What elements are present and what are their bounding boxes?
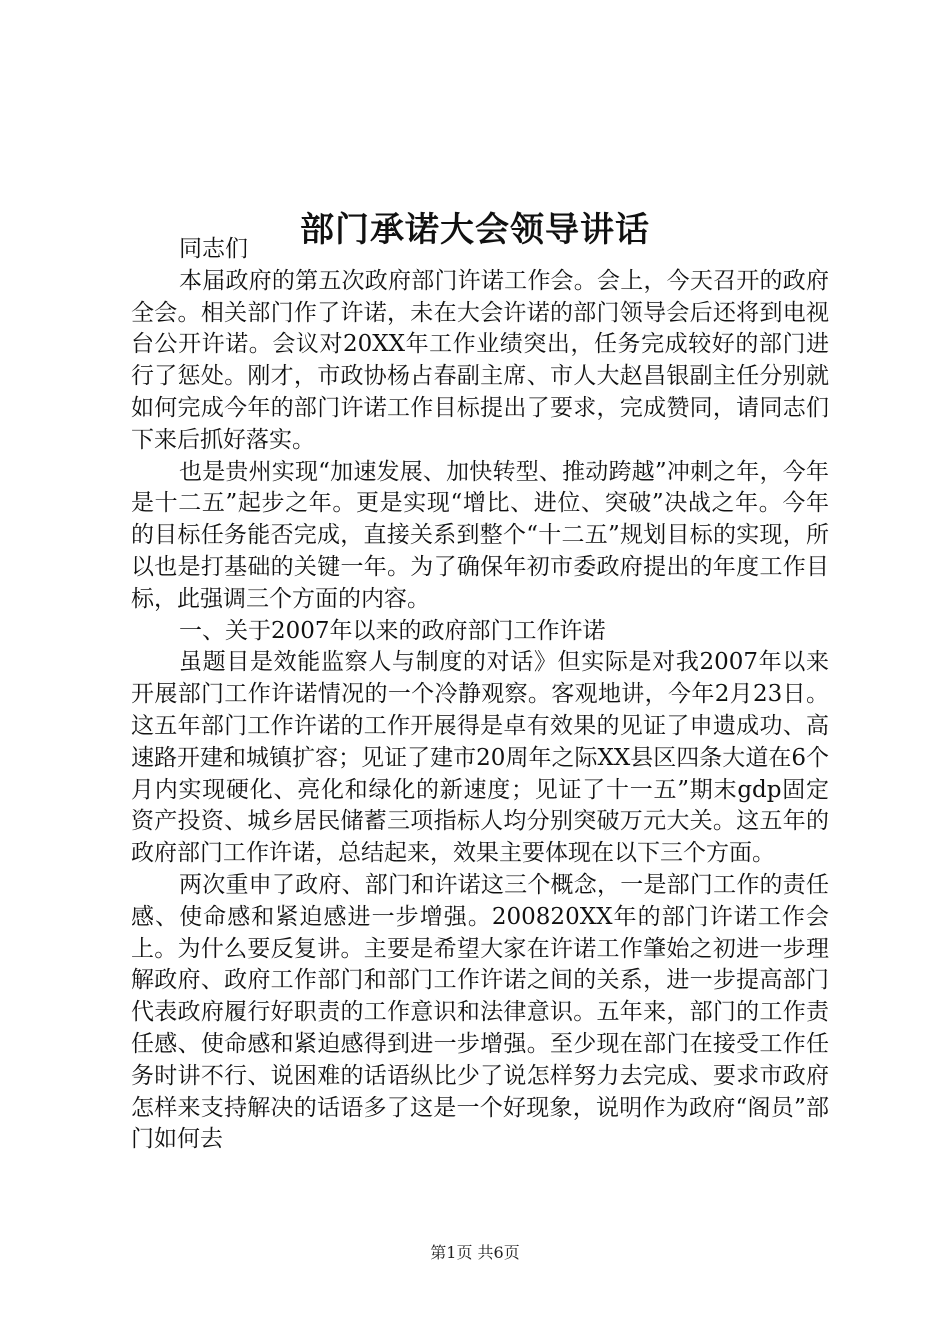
page-title: 部门承诺大会领导讲话 — [300, 209, 650, 250]
section-heading: 一、关于2007年以来的政府部门工作许诺 — [179, 617, 606, 644]
body-paragraph: 也是贵州实现“加速发展、加快转型、推动跨越”冲刺之年，今年是十二五”起步之年。更是实现“增比、进位、突破”决战之年。今年的目标任务能否完成，直接关系到整个“十二五”规划目标的实现，所以也是打基础的关键一年。为了确保年初市委政府提出的年度工作目标，此强调三个方面的内容。 — [131, 458, 829, 612]
document-body — [131, 234, 829, 1156]
salutation-paragraph: 同志们 — [179, 236, 248, 262]
page-footer: 第1页 共6页 — [430, 1243, 520, 1262]
body-paragraph: 虽题目是效能监察人与制度的对话》但实际是对我2007年以来开展部门工作许诺情况的一个冷静观察。客观地讲，今年2月23日。这五年部门工作许诺的工作开展得是卓有效果的见证了申遗成功、高速路开建和城镇扩容；见证了建市20周年之际XX县区四条大道在6个月内实现硬化、亮化和绿化的新速度；见证了十一五”期末gdp固定资产投资、城乡居民储蓄三项指标人均分别突破万元大关。这五年的政府部门工作许诺，总结起来，效果主要体现在以下三个方面。 — [131, 649, 829, 867]
body-paragraph: 本届政府的第五次政府部门许诺工作会。会上，今天召开的政府全会。相关部门作了许诺，未在大会许诺的部门领导会后还将到电视台公开许诺。会议对20XX年工作业绩突出，任务完成较好的部门进行了惩处。刚才，市政协杨占春副主席、市人大赵昌银副主任分别就如何完成今年的部门许诺工作目标提出了要求，完成赞同，请同志们下来后抓好落实。 — [131, 267, 829, 453]
body-paragraph: 两次重申了政府、部门和许诺这三个概念，一是部门工作的责任感、使命感和紧迫感进一步增强。200820XX年的部门许诺工作会上。为什么要反复讲。主要是希望大家在许诺工作肇始之初进一步理解政府、政府工作部门和部门工作许诺之间的关系，进一步提高部门代表政府履行好职责的工作意识和法律意识。五年来，部门的工作责任感、使命感和紧迫感得到进一步增强。至少现在部门在接受工作任务时讲不行、说困难的话语纵比少了说怎样努力去完成、要求市政府怎样来支持解决的话语多了这是一个好现象，说明作为政府“阁员”部门如何去 — [131, 871, 829, 1153]
